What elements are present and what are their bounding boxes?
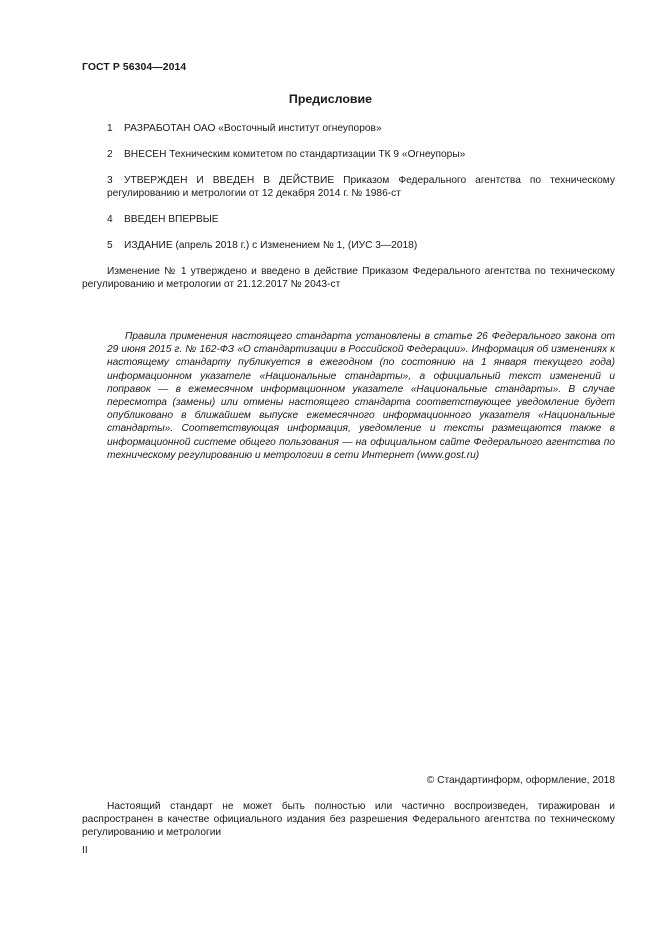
item-number: 2 — [107, 149, 113, 160]
amendment-note: Изменение № 1 утверждено и введено в действие Приказом Федерального агентства по техническому регулированию и метрологии от 21.12.2017 № 2043-ст — [82, 266, 615, 291]
page-title: Предисловие — [288, 92, 373, 106]
item-text: ВВЕДЕН ВПЕРВЫЕ — [124, 214, 219, 225]
item-number: 5 — [107, 240, 113, 251]
item-text: ВНЕСЕН Техническим комитетом по стандартизации ТК 9 «Огнеупоры» — [124, 149, 466, 160]
item-number: 4 — [107, 214, 113, 225]
notice-text: Правила применения настоящего стандарта установлены в статье 26 Федерального закона от 29 июня 2015 г. № 162-ФЗ «О стандартизации в Российской Федерации». Информация об изменениях к настоящему стандарту публикуется в ежегодном (по состоянию на 1 января текущего года) информационном указателе «Национальные стандарты», а официальный текст изменений и поправок — в ежемесячном информационном указателе «Национальные стандарты». В случае пересмотра (замены) или отмены настоящего стандарта соответствующее уведомление будет опубликовано в ближайшем выпуске ежемесячного информационного указателя «Национальные стандарты». Соответствующая информация, уведомление и тексты размещаются также в информационной системе общего пользования — на официальном сайте Федерального агентства по техническому регулированию и метрологии в сети Интернет (www.gost.ru) — [107, 331, 615, 461]
foreword-item-2 — [82, 148, 615, 161]
document-code: ГОСТ Р 56304—2014 — [82, 62, 187, 73]
foreword-item-1 — [82, 122, 615, 135]
foreword-item-4 — [82, 213, 615, 226]
page-number: II — [82, 845, 88, 856]
item-text: УТВЕРЖДЕН И ВВЕДЕН В ДЕЙСТВИЕ Приказом Федерального агентства по техническому регулированию и метрологии от 12 декабря 2014 г. № 1986-ст — [107, 175, 615, 200]
foreword-item-5 — [82, 239, 615, 252]
item-number: 3 — [107, 175, 113, 186]
item-text: РАЗРАБОТАН ОАО «Восточный институт огнеупоров» — [124, 123, 382, 134]
item-text: ИЗДАНИЕ (апрель 2018 г.) с Изменением № 1, (ИУС 3—2018) — [124, 240, 418, 251]
item-number: 1 — [107, 123, 113, 134]
copyright-line: © Стандартинформ, оформление, 2018 — [426, 775, 615, 786]
reproduction-rights-notice: Настоящий стандарт не может быть полностью или частично воспроизведен, тиражирован и распространен в качестве официального издания без разрешения Федерального агентства по техническому регулированию и метрологии — [82, 801, 615, 839]
foreword-item-3 — [82, 174, 615, 200]
standard-application-notice — [107, 330, 615, 462]
